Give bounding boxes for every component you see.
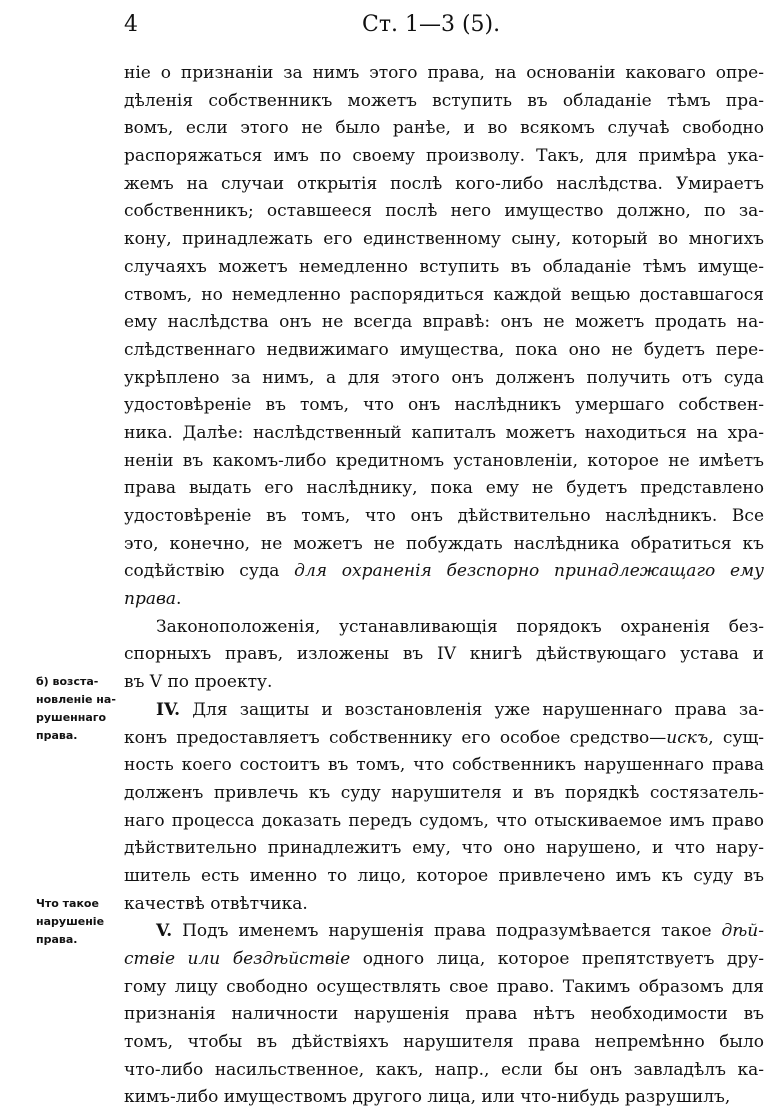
text-line [124, 60, 764, 88]
line-text: . [176, 589, 182, 610]
text-line [124, 448, 764, 476]
text-line [124, 1029, 764, 1057]
emphasized-text: права [124, 589, 176, 610]
text-line [124, 309, 764, 337]
margin-note-line: рушеннаго [36, 711, 107, 724]
text-line [124, 254, 764, 282]
text-line [124, 475, 764, 503]
line-text: конъ предоставляетъ собственнику его особое средство— [124, 727, 667, 748]
margin-note-line: б) возста- [36, 675, 99, 688]
body-text [124, 60, 764, 1112]
line-text: ніе о признаніи за нимъ этого права, на основаніи каковаго опре- [124, 63, 764, 83]
text-line [124, 752, 764, 780]
line-text: въ V по проекту. [124, 672, 273, 693]
text-line [124, 198, 764, 226]
text-line [124, 614, 764, 642]
line-text: Подъ именемъ нарушенія права подразумѣвается такое [172, 921, 722, 942]
text-line [124, 1001, 764, 1029]
text-line [124, 171, 764, 199]
line-text: слѣдственнаго недвижимаго имущества, пока оно не будетъ пере- [124, 339, 764, 360]
text-line [124, 1057, 764, 1085]
margin-note-line: новленіе на- [36, 693, 116, 706]
text-line [124, 891, 764, 919]
line-text: ника. Далѣе: наслѣдственный капиталъ можетъ находиться на хра- [124, 422, 764, 443]
line-text: удостовѣреніе въ томъ, что онъ наслѣдникъ умершаго собствен- [124, 395, 764, 416]
text-line [124, 1084, 764, 1112]
text-line [124, 863, 764, 891]
text-line [124, 282, 764, 310]
line-text: это, конечно, не можетъ не побуждать наслѣдника обратиться къ [124, 533, 764, 554]
text-line [124, 531, 764, 559]
line-text: удостовѣреніе въ томъ, что онъ дѣйствительно наслѣдникъ. Все [124, 506, 764, 526]
text-line [124, 337, 764, 365]
line-text: кимъ-либо имуществомъ другого лица, или что-нибудь разрушилъ, [124, 1087, 731, 1108]
line-text: неніи въ какомъ-либо кредитномъ установленіи, которое не имѣетъ [124, 450, 764, 471]
text-line [124, 974, 764, 1002]
line-text: ность коего состоитъ въ томъ, что собственникъ нарушеннаго права [124, 755, 764, 776]
text-line [124, 586, 764, 614]
text-line [124, 669, 764, 697]
line-text: признанія наличности нарушенія права нѣтъ необходимости въ [124, 1004, 764, 1025]
line-text: долженъ привлечь къ суду нарушителя и въ порядкѣ состязатель- [124, 782, 764, 803]
line-text: дѣйствительно принадлежитъ ему, что оно нарушено, и что нару- [124, 838, 764, 859]
line-text: распоряжаться имъ по своему произволу. Такъ, для примѣра ука- [124, 146, 764, 167]
line-text: укрѣплено за нимъ, а для этого онъ долженъ получить отъ суда [124, 367, 764, 388]
line-text: случаяхъ можетъ немедленно вступить въ обладаніе тѣмъ имуще- [124, 256, 764, 277]
line-text: гому лицу свободно осуществлять свое право. Такимъ образомъ для [124, 976, 764, 997]
text-line [124, 780, 764, 808]
text-line [124, 115, 764, 143]
text-line [124, 420, 764, 448]
line-text: дѣленія собственникъ можетъ вступить въ обладаніе тѣмъ пра- [124, 90, 764, 111]
section-number: IV. [156, 699, 181, 720]
emphasized-text: ствіе или бездѣйствіе [124, 949, 351, 969]
line-text: спорныхъ правъ, изложены въ IV книгѣ дѣйствующаго устава и [124, 644, 764, 665]
line-text: ствомъ, но немедленно распорядиться каждой вещью доставшагося [124, 284, 764, 305]
text-line [124, 725, 764, 753]
margin-note-what-is-violation [36, 895, 120, 949]
margin-note-line: нарушеніе [36, 915, 105, 928]
text-line [124, 808, 764, 836]
emphasized-text: для охраненія безспорно принадлежащаго ему [294, 561, 764, 582]
text-line [124, 226, 764, 254]
line-text: Законоположенія, устанавливающія порядокъ охраненія без- [156, 616, 764, 637]
text-line [124, 918, 764, 946]
text-line [124, 88, 764, 116]
line-text: собственникъ; оставшееся послѣ него имущество должно, по за- [124, 201, 764, 222]
text-line [124, 503, 764, 531]
text-line [124, 365, 764, 393]
section-number: V. [156, 921, 173, 942]
text-line [124, 835, 764, 863]
line-text: вомъ, если этого не было ранѣе, и во всякомъ случаѣ свободно [124, 118, 764, 139]
line-text: шитель есть именно то лицо, которое привлечено имъ къ суду въ [124, 865, 764, 886]
text-line [124, 697, 764, 725]
text-line [124, 946, 764, 974]
line-text: томъ, чтобы въ дѣйствіяхъ нарушителя права непремѣнно было [124, 1032, 764, 1053]
text-line [124, 558, 764, 586]
line-text: что-либо насильственное, какъ, напр., если бы онъ завладѣлъ ка- [124, 1059, 764, 1080]
margin-note-line: права. [36, 933, 78, 946]
margin-note-restoration-of-violated-right [36, 673, 120, 745]
page-number: 4 [124, 12, 138, 37]
text-line [124, 392, 764, 420]
line-text: , сущ- [708, 727, 764, 748]
line-text: кону, принадлежать его единственному сыну, который во многихъ [124, 229, 764, 250]
running-head: Ст. 1—3 (5). [362, 12, 501, 37]
margin-note-line: права. [36, 729, 78, 742]
line-text: ему наслѣдства онъ не всегда вправѣ: онъ не можетъ продать на- [124, 312, 764, 333]
line-text: содѣйствію суда [124, 561, 295, 582]
line-text: наго процесса доказать передъ судомъ, что отыскиваемое имъ право [124, 810, 764, 831]
emphasized-text: дѣй- [721, 921, 764, 942]
margin-note-line: Что такое [36, 897, 99, 910]
text-line [124, 641, 764, 669]
text-line [124, 143, 764, 171]
line-text: Для защиты и возстановленія уже нарушеннаго права за- [180, 699, 764, 720]
line-text: одного лица, которое препятствуетъ дру- [350, 949, 764, 969]
line-text: качествѣ отвѣтчика. [124, 893, 308, 914]
line-text: жемъ на случаи открытія послѣ кого-либо наслѣдства. Умираетъ [124, 173, 764, 194]
emphasized-text: искъ [666, 727, 709, 748]
line-text: права выдать его наслѣднику, пока ему не будетъ представлено [124, 478, 764, 499]
